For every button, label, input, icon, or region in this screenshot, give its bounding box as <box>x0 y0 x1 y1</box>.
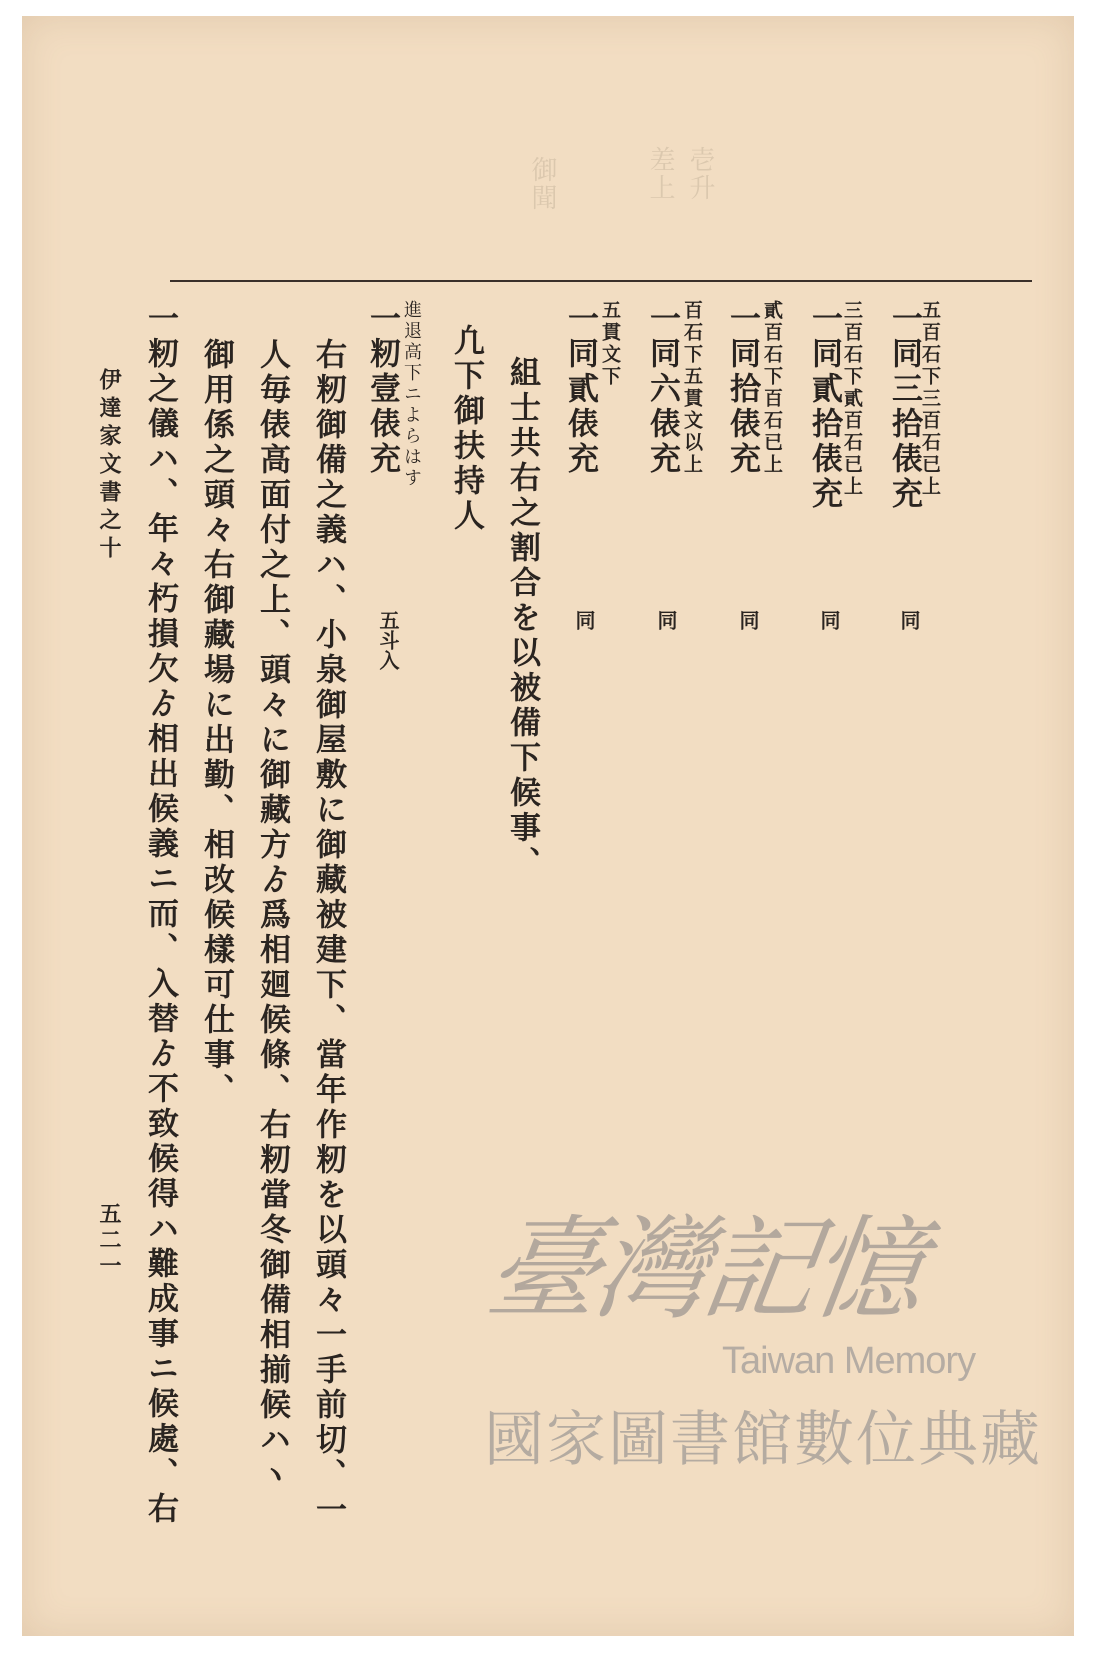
header-rule <box>170 280 1032 282</box>
entry-text: 一同六俵充 <box>644 302 680 477</box>
entry-text: 一籾壹俵充 <box>364 302 400 477</box>
body-line: 右籾御備之義ハ、小泉御屋敷に御藏被建下、當年作籾を以頭々一手前切、一 <box>310 338 346 1528</box>
show-through-text: 壱升 <box>685 146 715 202</box>
show-through-text: 差上 <box>645 146 675 202</box>
body-line: 組士共右之割合を以被備下候事、 <box>504 356 540 881</box>
book-title: 伊達家文書之十 <box>96 368 122 564</box>
body-line: 御用係之頭々右御藏場に出勤、相改候樣可仕事、 <box>198 338 234 1108</box>
rank-label: 百石下五貫文以上 <box>681 300 703 476</box>
page-number: 五二一 <box>96 1202 122 1280</box>
watermark-chinese: 國家圖書館數位典藏 <box>484 1405 1042 1475</box>
measure-note: 五斗入 <box>376 610 400 670</box>
rank-label: 三百石下貳百石已上 <box>841 300 863 498</box>
section-heading: 凢下御扶持人 <box>448 324 484 534</box>
watermark-logo: 臺灣記憶 <box>478 1205 930 1335</box>
entry-text: 一同三拾俵充 <box>886 302 922 512</box>
subnote: 進退高下ニよらはす <box>401 300 422 489</box>
entry-text: 一同貳拾俵充 <box>806 302 842 512</box>
ditto-mark: 同 <box>654 610 678 630</box>
ditto-mark: 同 <box>897 610 921 630</box>
rank-label: 五貫文下 <box>599 300 621 388</box>
rank-label: 貳百石下百石已上 <box>761 300 783 476</box>
show-through-text: 御聞 <box>527 156 557 212</box>
body-line: 一籾之儀ハ、年々朽損欠ゟ相出候義ニ而、入替ゟ不致候得ハ難成事ニ候處、右 <box>142 302 178 1527</box>
entry-text: 一同貳俵充 <box>562 302 598 477</box>
rank-label: 五百石下三百石已上 <box>919 300 941 498</box>
ditto-mark: 同 <box>572 610 596 630</box>
body-line: 人毎俵高面付之上、頭々に御藏方ゟ爲相廻候條、右籾當冬御備相揃候ハヽ <box>254 338 290 1493</box>
entry-text: 一同拾俵充 <box>724 302 760 477</box>
ditto-mark: 同 <box>736 610 760 630</box>
watermark-english: Taiwan Memory <box>722 1340 976 1382</box>
ditto-mark: 同 <box>817 610 841 630</box>
